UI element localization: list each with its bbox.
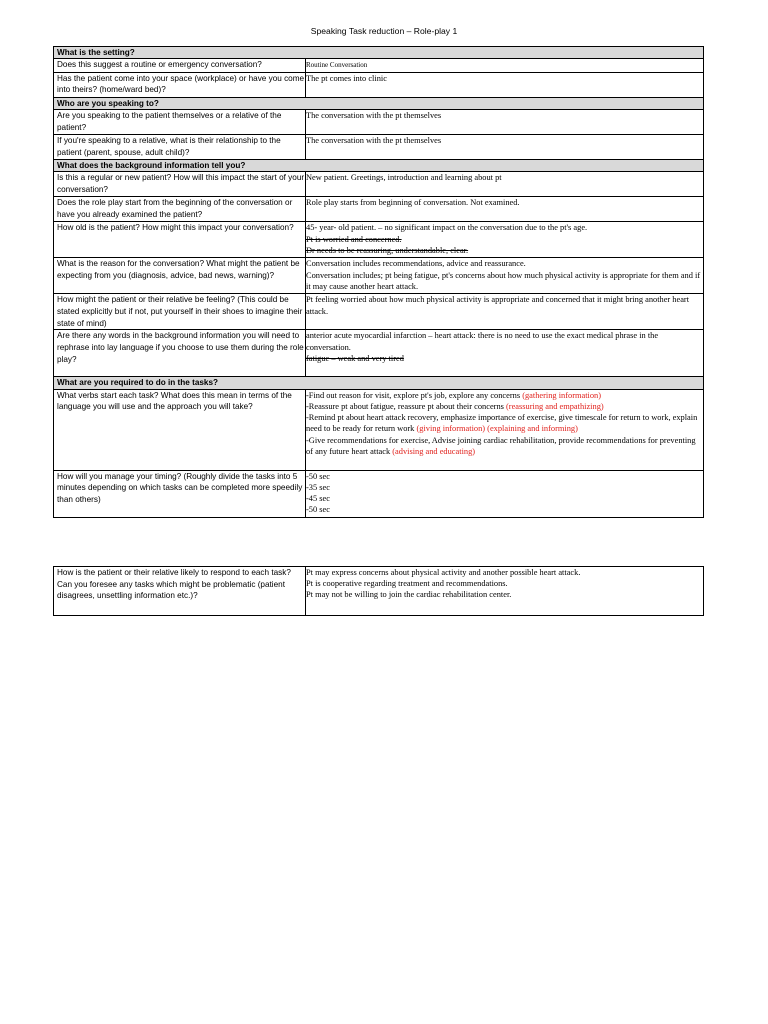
section-header-who — [54, 97, 704, 109]
table-row — [54, 197, 704, 222]
struck-answer-line: Dr needs to be reassuring, understandable, clear. — [306, 245, 469, 255]
section-header-background — [54, 160, 704, 172]
question-cell: If you're speaking to a relative, what is their relationship to the patient (parent, spouse, adult child)? — [54, 135, 306, 160]
answer-line: Pt is cooperative regarding treatment and recommendations. — [306, 579, 508, 589]
task-text: -Remind pt about heart attack recovery, emphasize importance of exercise, give timescale for return to work, explain need to be ready for return work — [306, 413, 698, 434]
question-cell: How old is the patient? How might this impact your conversation? — [54, 222, 306, 258]
table-row — [54, 389, 704, 470]
table-row — [54, 330, 704, 377]
task-annotation: (gathering information) — [522, 390, 602, 400]
answer-line: Conversation includes; pt being fatigue, pt's concerns about how much physical activity is appropriate for them and if it may cause another heart attack. — [306, 270, 701, 291]
answer-cell: New patient. Greetings, introduction and learning about pt — [306, 172, 704, 197]
question-cell: How is the patient or their relative likely to respond to each task? Can you foresee any tasks which might be problematic (patient disagrees, unsettling information etc.)? — [54, 567, 306, 616]
table-row — [54, 222, 704, 258]
answer-line: 45- year- old patient. – no significant impact on the conversation due to the pt's age. — [306, 223, 588, 233]
section-title: Who are you speaking to? — [54, 97, 704, 109]
section-header-tasks — [54, 377, 704, 389]
answer-cell — [306, 59, 704, 72]
task-line — [306, 435, 703, 457]
answer-cell — [306, 567, 704, 616]
task-line — [306, 390, 703, 401]
task-line — [306, 401, 703, 412]
section-title: What does the background information tell you? — [54, 160, 704, 172]
answer-cell — [306, 470, 704, 517]
question-cell: What is the reason for the conversation? What might the patient be expecting from you (diagnosis, advice, bad news, warning)? — [54, 258, 306, 294]
table-row — [54, 135, 704, 160]
question-cell: What verbs start each task? What does this mean in terms of the language you will use and the approach you will take? — [54, 389, 306, 470]
answer-cell — [306, 258, 704, 294]
table-row — [54, 567, 704, 616]
task-line — [306, 412, 703, 434]
table-row — [54, 72, 704, 97]
timing-line: -50 sec — [306, 505, 330, 515]
task-annotation: (reassuring and empathizing) — [506, 402, 604, 412]
table-row — [54, 172, 704, 197]
question-cell: How will you manage your timing? (Roughly divide the tasks into 5 minutes depending on which tasks can be completed more speedily than others) — [54, 470, 306, 517]
answer-cell: Pt feeling worried about how much physical activity is appropriate and concerned that it might bring another heart attack. — [306, 294, 704, 330]
answer-line: Conversation includes recommendations, advice and reassurance. — [306, 259, 526, 269]
table-row — [54, 110, 704, 135]
timing-line: -45 sec — [306, 494, 330, 504]
timing-line: -50 sec — [306, 471, 330, 481]
question-cell: Are you speaking to the patient themselves or a relative of the patient? — [54, 110, 306, 135]
task-text: -Find out reason for visit, explore pt's job, explore any concerns — [306, 390, 523, 400]
task-annotation: (giving information) (explaining and informing) — [416, 424, 578, 434]
question-cell: Is this a regular or new patient? How will this impact the start of your conversation? — [54, 172, 306, 197]
task-text: -Reassure pt about fatigue, reassure pt about their concerns — [306, 402, 506, 412]
question-cell: Does the role play start from the beginning of the conversation or have you already examined the patient? — [54, 197, 306, 222]
section-header-setting — [54, 47, 704, 59]
answer-text: Routine Conversation — [306, 61, 368, 70]
response-table — [53, 566, 704, 616]
answer-line: Pt may not be willing to join the cardiac rehabilitation center. — [306, 590, 512, 600]
task-text: -Give recommendations for exercise, Advise joining cardiac rehabilitation, provide recommendations for preventing of any future heart attack — [306, 435, 696, 456]
worksheet-table — [53, 46, 704, 518]
table-row — [54, 470, 704, 517]
table-row — [54, 59, 704, 72]
section-title: What is the setting? — [54, 47, 704, 59]
answer-cell: The conversation with the pt themselves — [306, 135, 704, 160]
table-row — [54, 258, 704, 294]
page-title: Speaking Task reduction – Role-play 1 — [310, 26, 458, 36]
timing-line: -35 sec — [306, 483, 330, 493]
struck-answer-line: Pt is worried and concerned. — [306, 234, 402, 244]
answer-cell — [306, 389, 704, 470]
answer-line: anterior acute myocardial infarction – heart attack: there is no need to use the exact medical phrase in the conversation. — [306, 331, 659, 352]
question-cell: How might the patient or their relative be feeling? (This could be stated explicitly but if not, put yourself in their shoes to imagine their state of mind) — [54, 294, 306, 330]
question-cell: Has the patient come into your space (workplace) or have you come into theirs? (home/ward bed)? — [54, 72, 306, 97]
question-cell: Are there any words in the background information you will need to rephrase into lay language if you choose to use them during the role play? — [54, 330, 306, 377]
answer-cell: The pt comes into clinic — [306, 72, 704, 97]
question-cell: Does this suggest a routine or emergency conversation? — [54, 59, 306, 72]
struck-answer-line: fatigue – weak and very tired — [306, 353, 404, 363]
task-annotation: (advising and educating) — [392, 446, 476, 456]
table-row — [54, 294, 704, 330]
answer-cell: The conversation with the pt themselves — [306, 110, 704, 135]
answer-line: Pt may express concerns about physical activity and another possible heart attack. — [306, 568, 581, 577]
answer-cell — [306, 222, 704, 258]
section-title: What are you required to do in the tasks? — [54, 377, 704, 389]
answer-cell: Role play starts from beginning of conversation. Not examined. — [306, 197, 704, 222]
answer-cell — [306, 330, 704, 377]
